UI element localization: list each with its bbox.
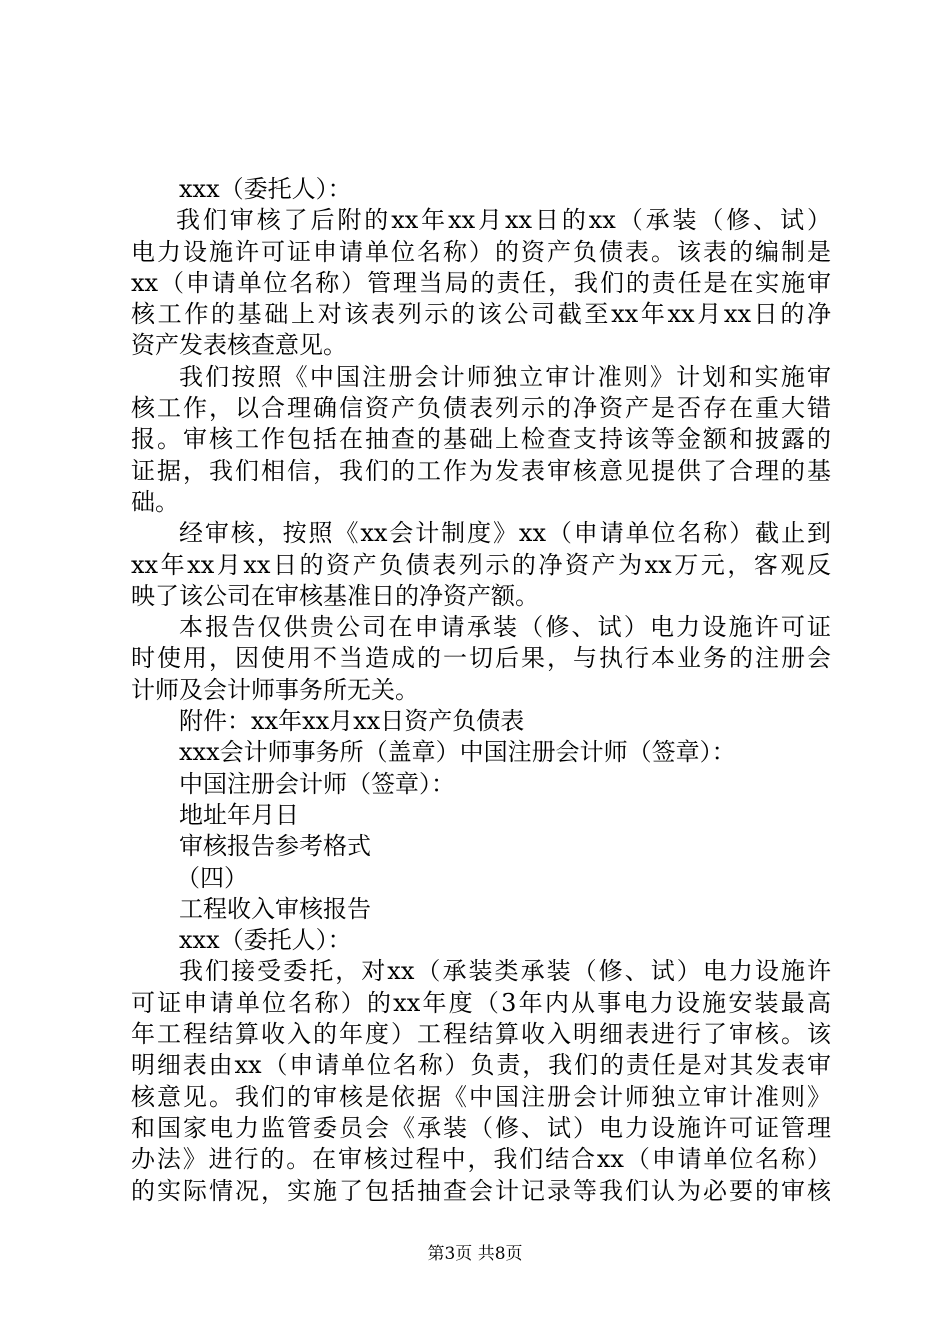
paragraph-line: 核工作的基础上对该表列示的该公司截至xx年xx月xx日的净 (131, 300, 831, 329)
paragraph-line: 核意见。我们的审核是依据《中国注册会计师独立审计准则》 (131, 1082, 831, 1111)
paragraph-line: 报。审核工作包括在抽查的基础上检查支持该等金额和披露的 (131, 425, 831, 454)
signature-line: 中国注册会计师（签章）： (179, 769, 455, 798)
salutation: xxx（委托人）： (179, 175, 352, 203)
paragraph-line: 证据，我们相信，我们的工作为发表审核意见提供了合理的基 (131, 456, 831, 485)
paragraph-line: 时使用，因使用不当造成的一切后果，与执行本业务的注册会 (131, 644, 831, 673)
paragraph-line: 我们按照《中国注册会计师独立审计准则》计划和实施审 (179, 362, 831, 391)
paragraph-line: 年工程结算收入的年度）工程结算收入明细表进行了审核。该 (131, 1020, 831, 1049)
address-date-line: 地址年月日 (179, 800, 299, 829)
paragraph-line: 的实际情况，实施了包括抽查会计记录等我们认为必要的审核 (131, 1176, 831, 1205)
paragraph-line: 电力设施许可证申请单位名称）的资产负债表。该表的编制是 (131, 237, 831, 266)
paragraph-line: 本报告仅供贵公司在申请承装（修、试）电力设施许可证 (179, 613, 831, 642)
paragraph-line: 经审核，按照《xx会计制度》xx（申请单位名称）截止到 (179, 519, 831, 548)
section-heading: 审核报告参考格式 (179, 832, 371, 861)
paragraph-line: 础。 (131, 487, 179, 516)
paragraph-line: 和国家电力监管委员会《承装（修、试）电力设施许可证管理 (131, 1113, 831, 1142)
paragraph-line: xx年xx月xx日的资产负债表列示的净资产为xx万元，客观反 (131, 550, 831, 579)
signature-line: xxx会计师事务所（盖章）中国注册会计师（签章）： (179, 738, 736, 767)
paragraph-line: 计师及会计师事务所无关。 (131, 675, 419, 704)
salutation: xxx（委托人）： (179, 926, 352, 955)
page-number-footer: 第3页 共8页 (427, 1244, 523, 1264)
paragraph-line: 映了该公司在审核基准日的净资产额。 (131, 581, 539, 610)
paragraph-line: 我们接受委托，对xx（承装类承装（修、试）电力设施许 (179, 957, 831, 986)
paragraph-line: 办法》进行的。在审核过程中，我们结合xx（申请单位名称） (131, 1145, 831, 1174)
paragraph-line: 资产发表核查意见。 (131, 331, 347, 360)
document-body (131, 174, 831, 1207)
attachment-line: 附件：xx年xx月xx日资产负债表 (179, 707, 525, 736)
section-number: （四） (176, 863, 248, 892)
paragraph-line: 核工作，以合理确信资产负债表列示的净资产是否存在重大错 (131, 394, 831, 423)
paragraph-line: 明细表由xx（申请单位名称）负责，我们的责任是对其发表审 (131, 1051, 831, 1080)
report-title: 工程收入审核报告 (179, 894, 371, 923)
paragraph-line: 我们审核了后附的xx年xx月xx日的xx（承装（修、试） (176, 206, 831, 235)
paragraph-line: xx（申请单位名称）管理当局的责任，我们的责任是在实施审 (131, 268, 831, 297)
paragraph-line: 可证申请单位名称）的xx年度（3年内从事电力设施安装最高 (131, 988, 831, 1017)
